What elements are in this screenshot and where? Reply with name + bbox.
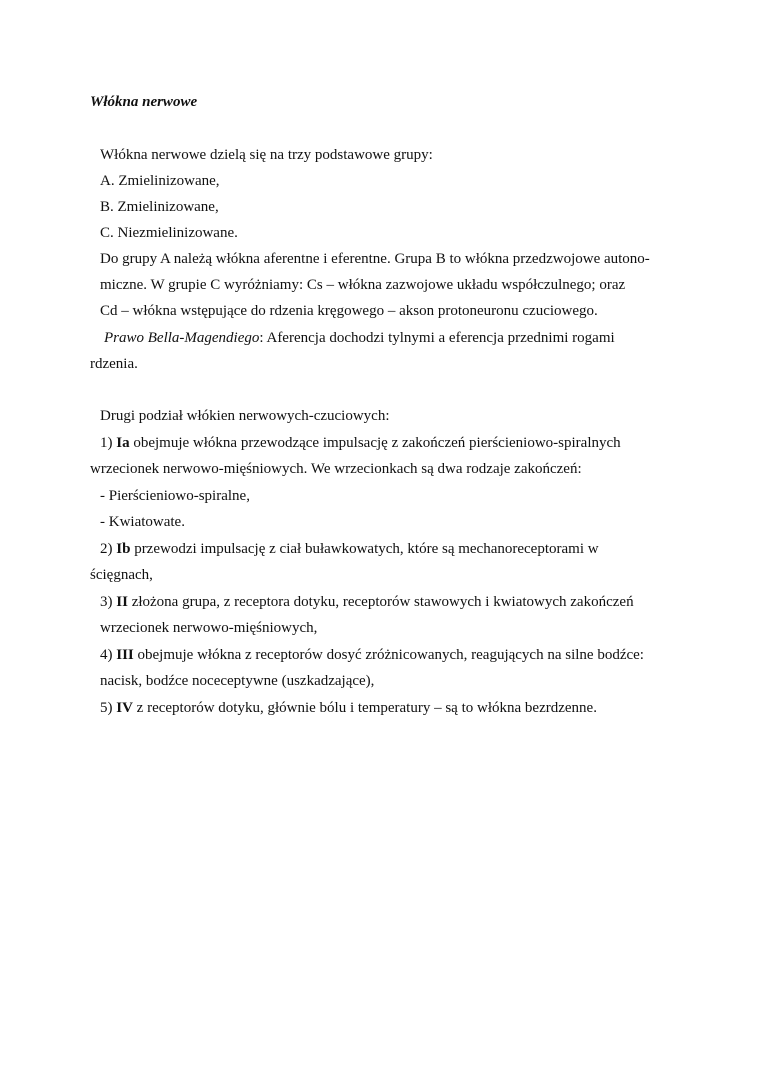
item-2-continuation: ścięgnach,: [90, 567, 153, 583]
item-3-text: złożona grupa, z receptora dotyku, receptorów stawowych i kwiatowych zakończeń: [127, 594, 634, 610]
item-1-sub-1: - Pierścieniowo-spiralne,: [100, 488, 250, 504]
paragraph-line-2: miczne. W grupie C wyróżniamy: Cs – włókna zazwojowe układu współczulnego; oraz: [100, 277, 626, 293]
item-2: [100, 540, 599, 558]
item-4-continuation: nacisk, bodźce noceceptywne (uszkadzające),: [100, 673, 375, 689]
law-continuation: rdzenia.: [90, 356, 138, 372]
item-1-text: obejmuje włókna przewodzące impulsację z zakończeń pierścieniowo-spiralnych: [129, 435, 621, 451]
item-1-sub-2: - Kwiatowate.: [100, 514, 185, 530]
item-5-prefix: 5): [100, 700, 117, 716]
item-3-continuation: wrzecionek nerwowo-mięśniowych,: [100, 620, 318, 636]
item-5-code: IV: [116, 700, 133, 716]
item-1-code: Ia: [116, 435, 130, 451]
law-name: Prawo Bella-Magendiego: [104, 330, 260, 346]
item-4: [100, 646, 644, 664]
item-3: [100, 593, 634, 611]
item-3-code: II: [116, 594, 128, 610]
item-3-prefix: 3): [100, 594, 117, 610]
section2-intro: Drugi podział włókien nerwowych-czuciowych:: [100, 408, 390, 424]
item-5-text: z receptorów dotyku, głównie bólu i temperatury – są to włókna bezrdzenne.: [132, 700, 597, 716]
item-4-prefix: 4): [100, 647, 117, 663]
document-title: Włókna nerwowe: [90, 94, 198, 110]
law-line: [104, 329, 615, 347]
item-2-code: Ib: [116, 541, 131, 557]
group-a: A. Zmielinizowane,: [100, 173, 220, 189]
group-c: C. Niezmielinizowane.: [100, 225, 238, 241]
group-b: B. Zmielinizowane,: [100, 199, 219, 215]
item-4-text: obejmuje włókna z receptorów dosyć zróżnicowanych, reagujących na silne bodźce:: [133, 647, 644, 663]
item-4-code: III: [116, 647, 134, 663]
item-1-continuation: wrzecionek nerwowo-mięśniowych. We wrzecionkach są dwa rodzaje zakończeń:: [90, 461, 582, 477]
paragraph-line-3: Cd – włókna wstępujące do rdzenia kręgowego – akson protoneuronu czuciowego.: [100, 303, 598, 319]
item-1-prefix: 1): [100, 435, 117, 451]
item-2-text: przewodzi impulsację z ciał buławkowatych, które są mechanoreceptorami w: [130, 541, 599, 557]
item-5: [100, 699, 597, 717]
paragraph-line-1: Do grupy A należą włókna aferentne i eferentne. Grupa B to włókna przedzwojowe autono-: [100, 251, 650, 267]
law-text: : Aferencja dochodzi tylnymi a eferencja przednimi rogami: [259, 330, 615, 346]
item-1: [100, 434, 621, 452]
section1-intro: Włókna nerwowe dzielą się na trzy podstawowe grupy:: [100, 147, 433, 163]
item-2-prefix: 2): [100, 541, 117, 557]
